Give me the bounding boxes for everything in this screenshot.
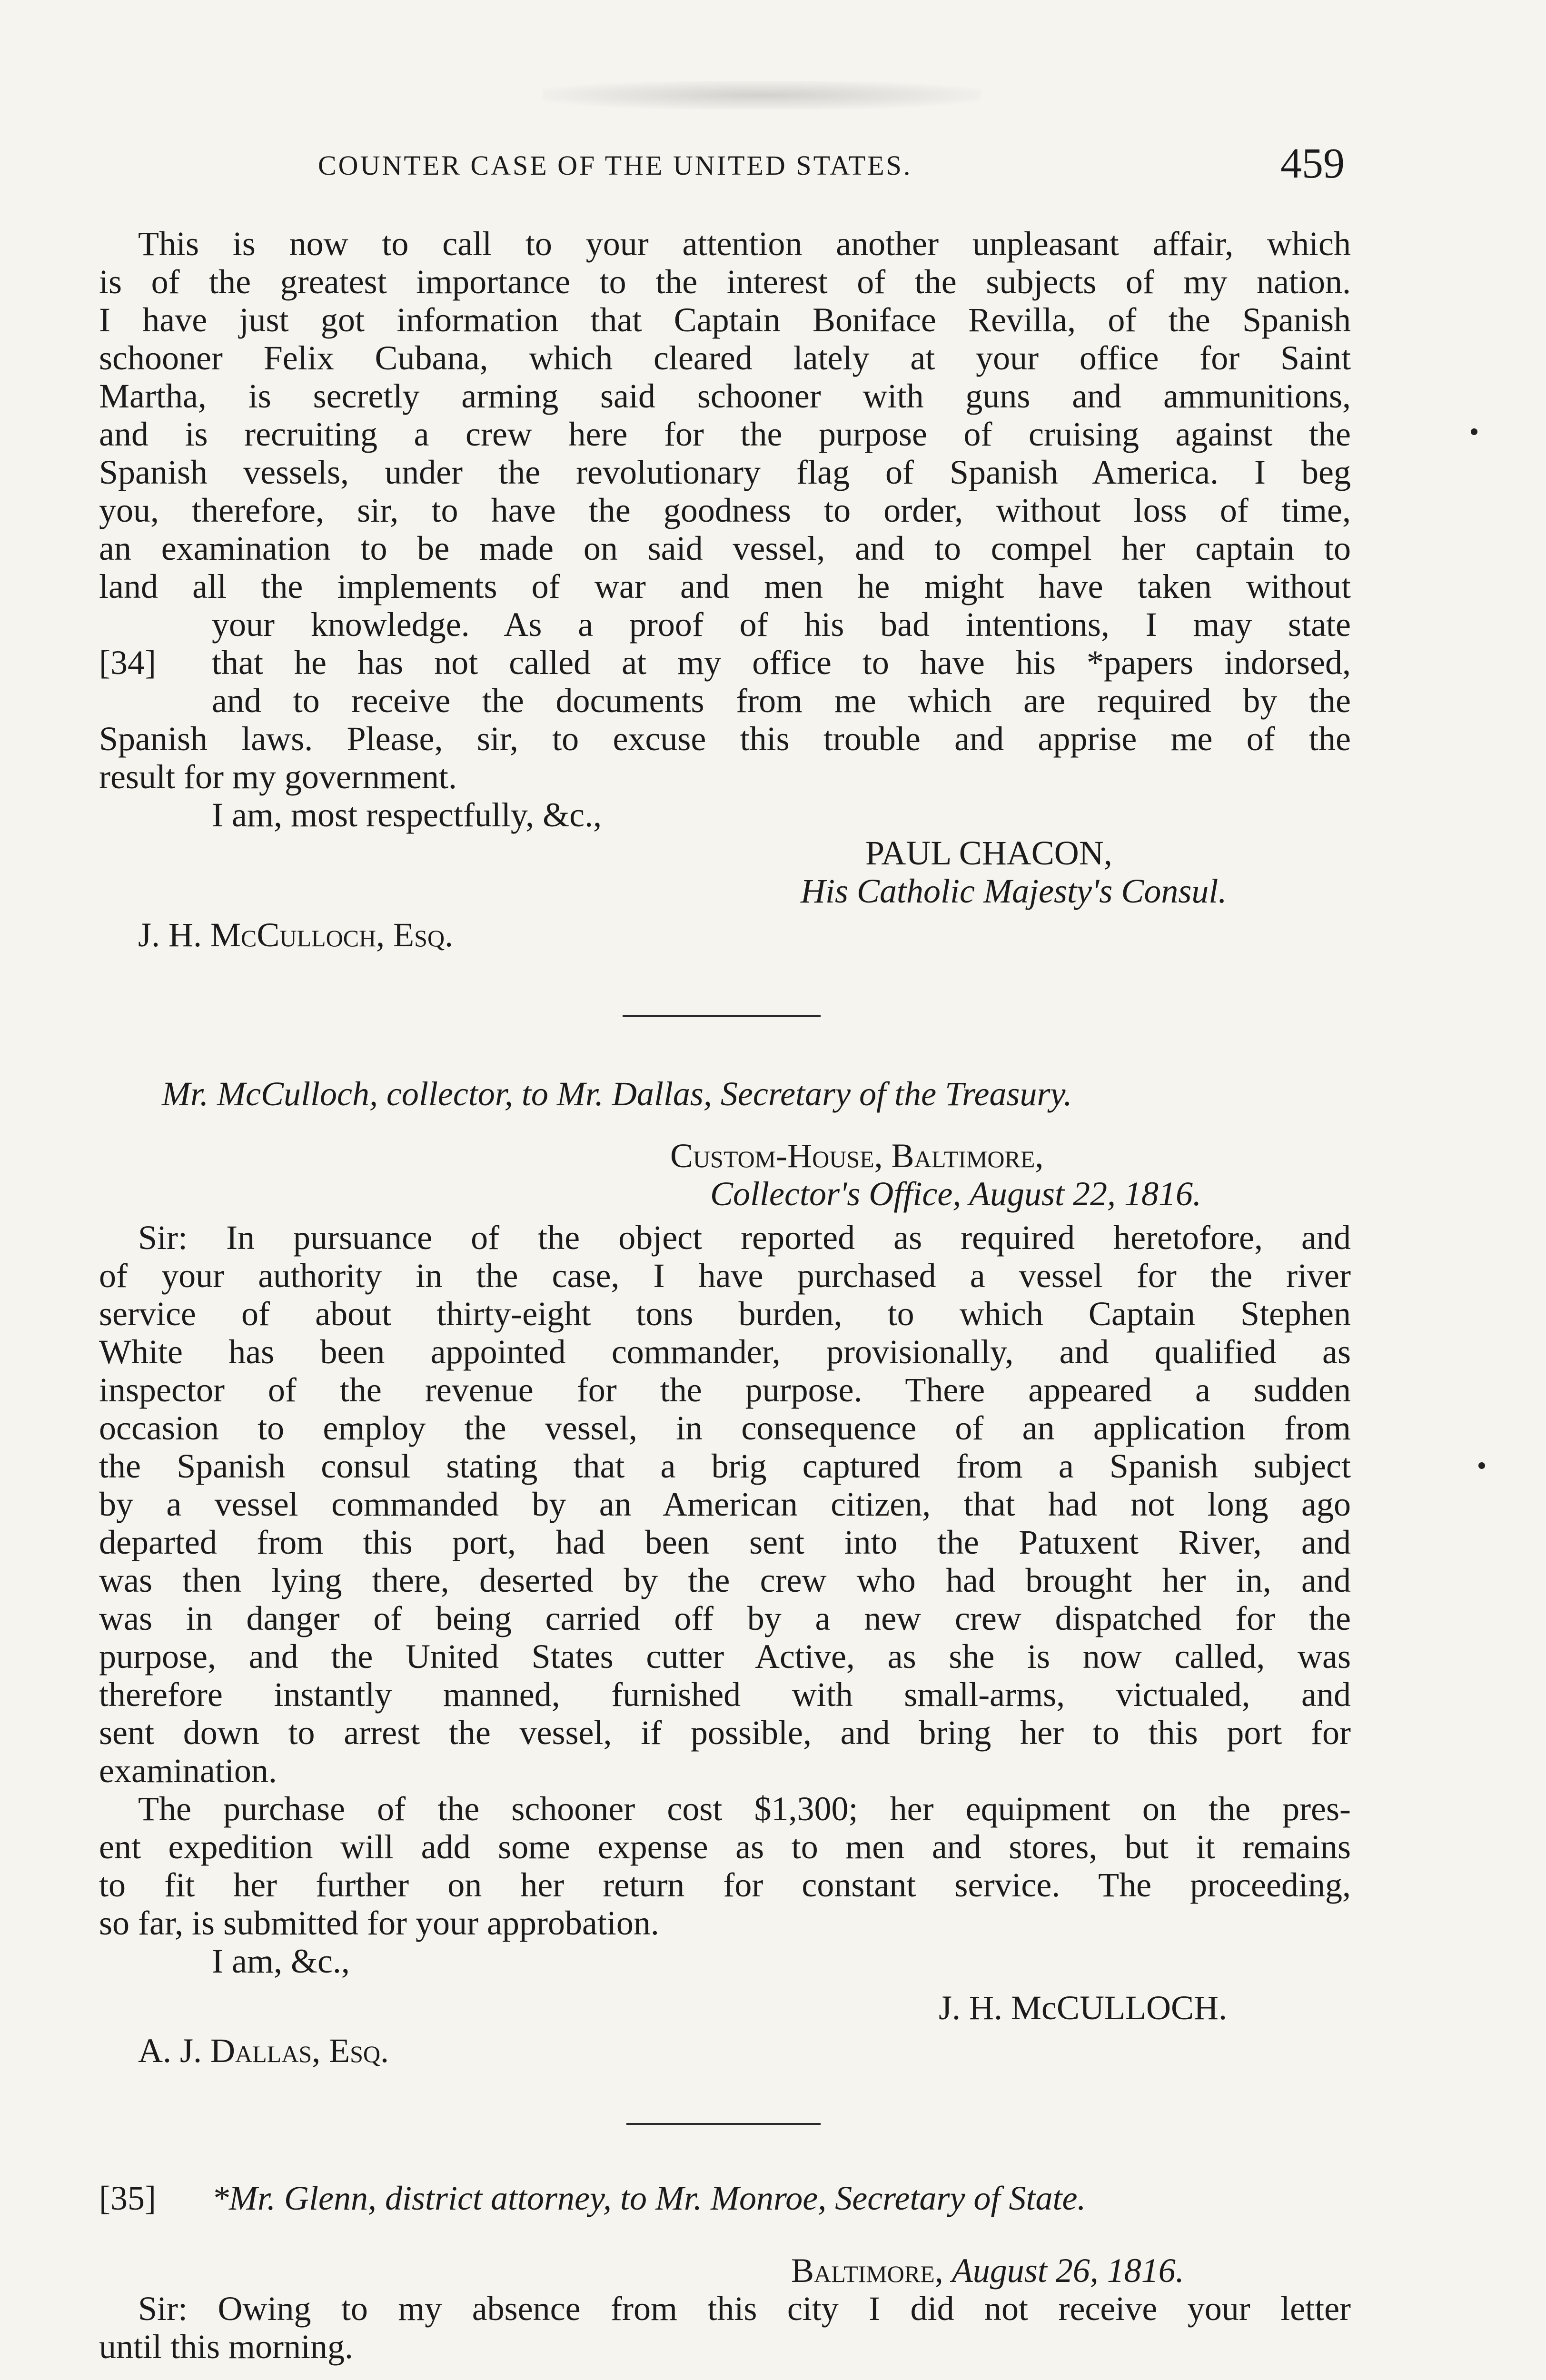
letter3-date-rest: August 26, 1816. [951, 2251, 1184, 2290]
margin-reference-35: [35] [99, 2179, 156, 2217]
section-divider-2 [626, 2123, 821, 2125]
letter1-line-8: you, therefore, sir, to have the goodness to order, without loss of time, [99, 491, 1351, 529]
letter1-line-7: Spanish vessels, under the revolutionary flag of Spanish America. I beg [99, 453, 1351, 491]
letter1-line-9: an examination to be made on said vessel, and to compel her captain to [99, 529, 1351, 567]
letter1-line-4: schooner Felix Cubana, which cleared lately at your office for Saint [99, 339, 1351, 377]
margin-speck [1478, 1462, 1485, 1469]
letter2-p1-line-3: service of about thirty-eight tons burden, to which Captain Stephen [99, 1295, 1351, 1333]
page-number: 459 [1280, 140, 1345, 187]
letter2-p1-line-13: therefore instantly manned, furnished with small-arms, victualed, and [99, 1676, 1351, 1714]
letter2-p1-line-1: Sir: In pursuance of the object reported as required heretofore, and [138, 1219, 1351, 1257]
letter1-addressee: J. H. McCulloch, Esq. [138, 916, 454, 954]
letter1-line-14: Spanish laws. Please, sir, to excuse this trouble and apprise me of the [99, 720, 1351, 758]
letter3-date-place: Baltimore, [791, 2251, 943, 2290]
letter1-line-1: This is now to call to your attention another unpleasant affair, which [138, 225, 1351, 263]
letter2-p1-line-4: White has been appointed commander, provisionally, and qualified as [99, 1333, 1351, 1371]
letter2-p2-line-2: ent expedition will add some expense as to men and stores, but it remains [99, 1828, 1351, 1866]
letter1-line-3: I have just got information that Captain Boniface Revilla, of the Spanish [99, 301, 1351, 339]
letter2-closing: I am, &c., [212, 1942, 350, 1980]
letter2-p1-line-7: the Spanish consul stating that a brig captured from a Spanish subject [99, 1447, 1351, 1485]
letter2-p2-line-4: so far, is submitted for your approbation. [99, 1904, 659, 1942]
letter2-p1-line-5: inspector of the revenue for the purpose. There appeared a sudden [99, 1371, 1351, 1409]
letter2-heading: Mr. McCulloch, collector, to Mr. Dallas, Secretary of the Treasury. [162, 1075, 1072, 1113]
margin-speck [1471, 428, 1477, 435]
letter2-addressee: A. J. Dallas, Esq. [138, 2032, 389, 2070]
letter1-signature-name: PAUL CHACON, [865, 834, 1112, 872]
letter2-p1-line-9: departed from this port, had been sent into the Patuxent River, and [99, 1523, 1351, 1561]
letter2-signature: J. H. McCULLOCH. [939, 1989, 1227, 2027]
letter1-line-2: is of the greatest importance to the interest of the subjects of my nation. [99, 263, 1351, 301]
letter2-p2-line-3: to fit her further on her return for constant service. The proceeding, [99, 1866, 1351, 1904]
letter2-p1-line-11: was in danger of being carried off by a new crew dispatched for the [99, 1599, 1351, 1637]
letter1-signature-title: His Catholic Majesty's Consul. [801, 872, 1227, 910]
letter2-p1-line-12: purpose, and the United States cutter Active, as she is now called, was [99, 1637, 1351, 1676]
letter1-line-12: that he has not called at my office to have his *papers indorsed, [212, 644, 1351, 682]
letter1-line-13: and to receive the documents from me which are required by the [212, 682, 1351, 720]
letter2-p1-line-15: examination. [99, 1752, 277, 1790]
letter3-body-line-2: until this morning. [99, 2328, 354, 2366]
scan-smudge [543, 81, 981, 109]
letter1-line-5: Martha, is secretly arming said schooner with guns and ammunitions, [99, 377, 1351, 415]
letter2-date-line: Collector's Office, August 22, 1816. [710, 1175, 1202, 1213]
letter2-p1-line-8: by a vessel commanded by an American citizen, that had not long ago [99, 1485, 1351, 1523]
letter1-line-11: your knowledge. As a proof of his bad intentions, I may state [212, 605, 1351, 644]
letter1-line-15: result for my government. [99, 758, 457, 796]
letter3-date-line [791, 2251, 1184, 2290]
letter2-p2-line-1: The purchase of the schooner cost $1,300; her equipment on the pres- [138, 1790, 1351, 1828]
letter1-line-6: and is recruiting a crew here for the purpose of cruising against the [99, 415, 1351, 453]
letter2-p1-line-14: sent down to arrest the vessel, if possible, and bring her to this port for [99, 1714, 1351, 1752]
letter3-body-line-1: Sir: Owing to my absence from this city I did not receive your letter [138, 2290, 1351, 2328]
running-title: COUNTER CASE OF THE UNITED STATES. [318, 150, 912, 181]
margin-reference-34: [34] [99, 644, 156, 682]
letter2-p1-line-2: of your authority in the case, I have purchased a vessel for the river [99, 1257, 1351, 1295]
letter1-closing: I am, most respectfully, &c., [212, 796, 602, 834]
letter3-heading: *Mr. Glenn, district attorney, to Mr. Monroe, Secretary of State. [212, 2179, 1086, 2217]
section-divider-1 [623, 1015, 821, 1017]
letter2-p1-line-10: was then lying there, deserted by the crew who had brought her in, and [99, 1561, 1351, 1599]
letter1-line-10: land all the implements of war and men he might have taken without [99, 567, 1351, 605]
page-header [0, 139, 1546, 191]
letter2-p1-line-6: occasion to employ the vessel, in consequence of an application from [99, 1409, 1351, 1447]
letter2-place: Custom-House, Baltimore, [670, 1137, 1044, 1175]
